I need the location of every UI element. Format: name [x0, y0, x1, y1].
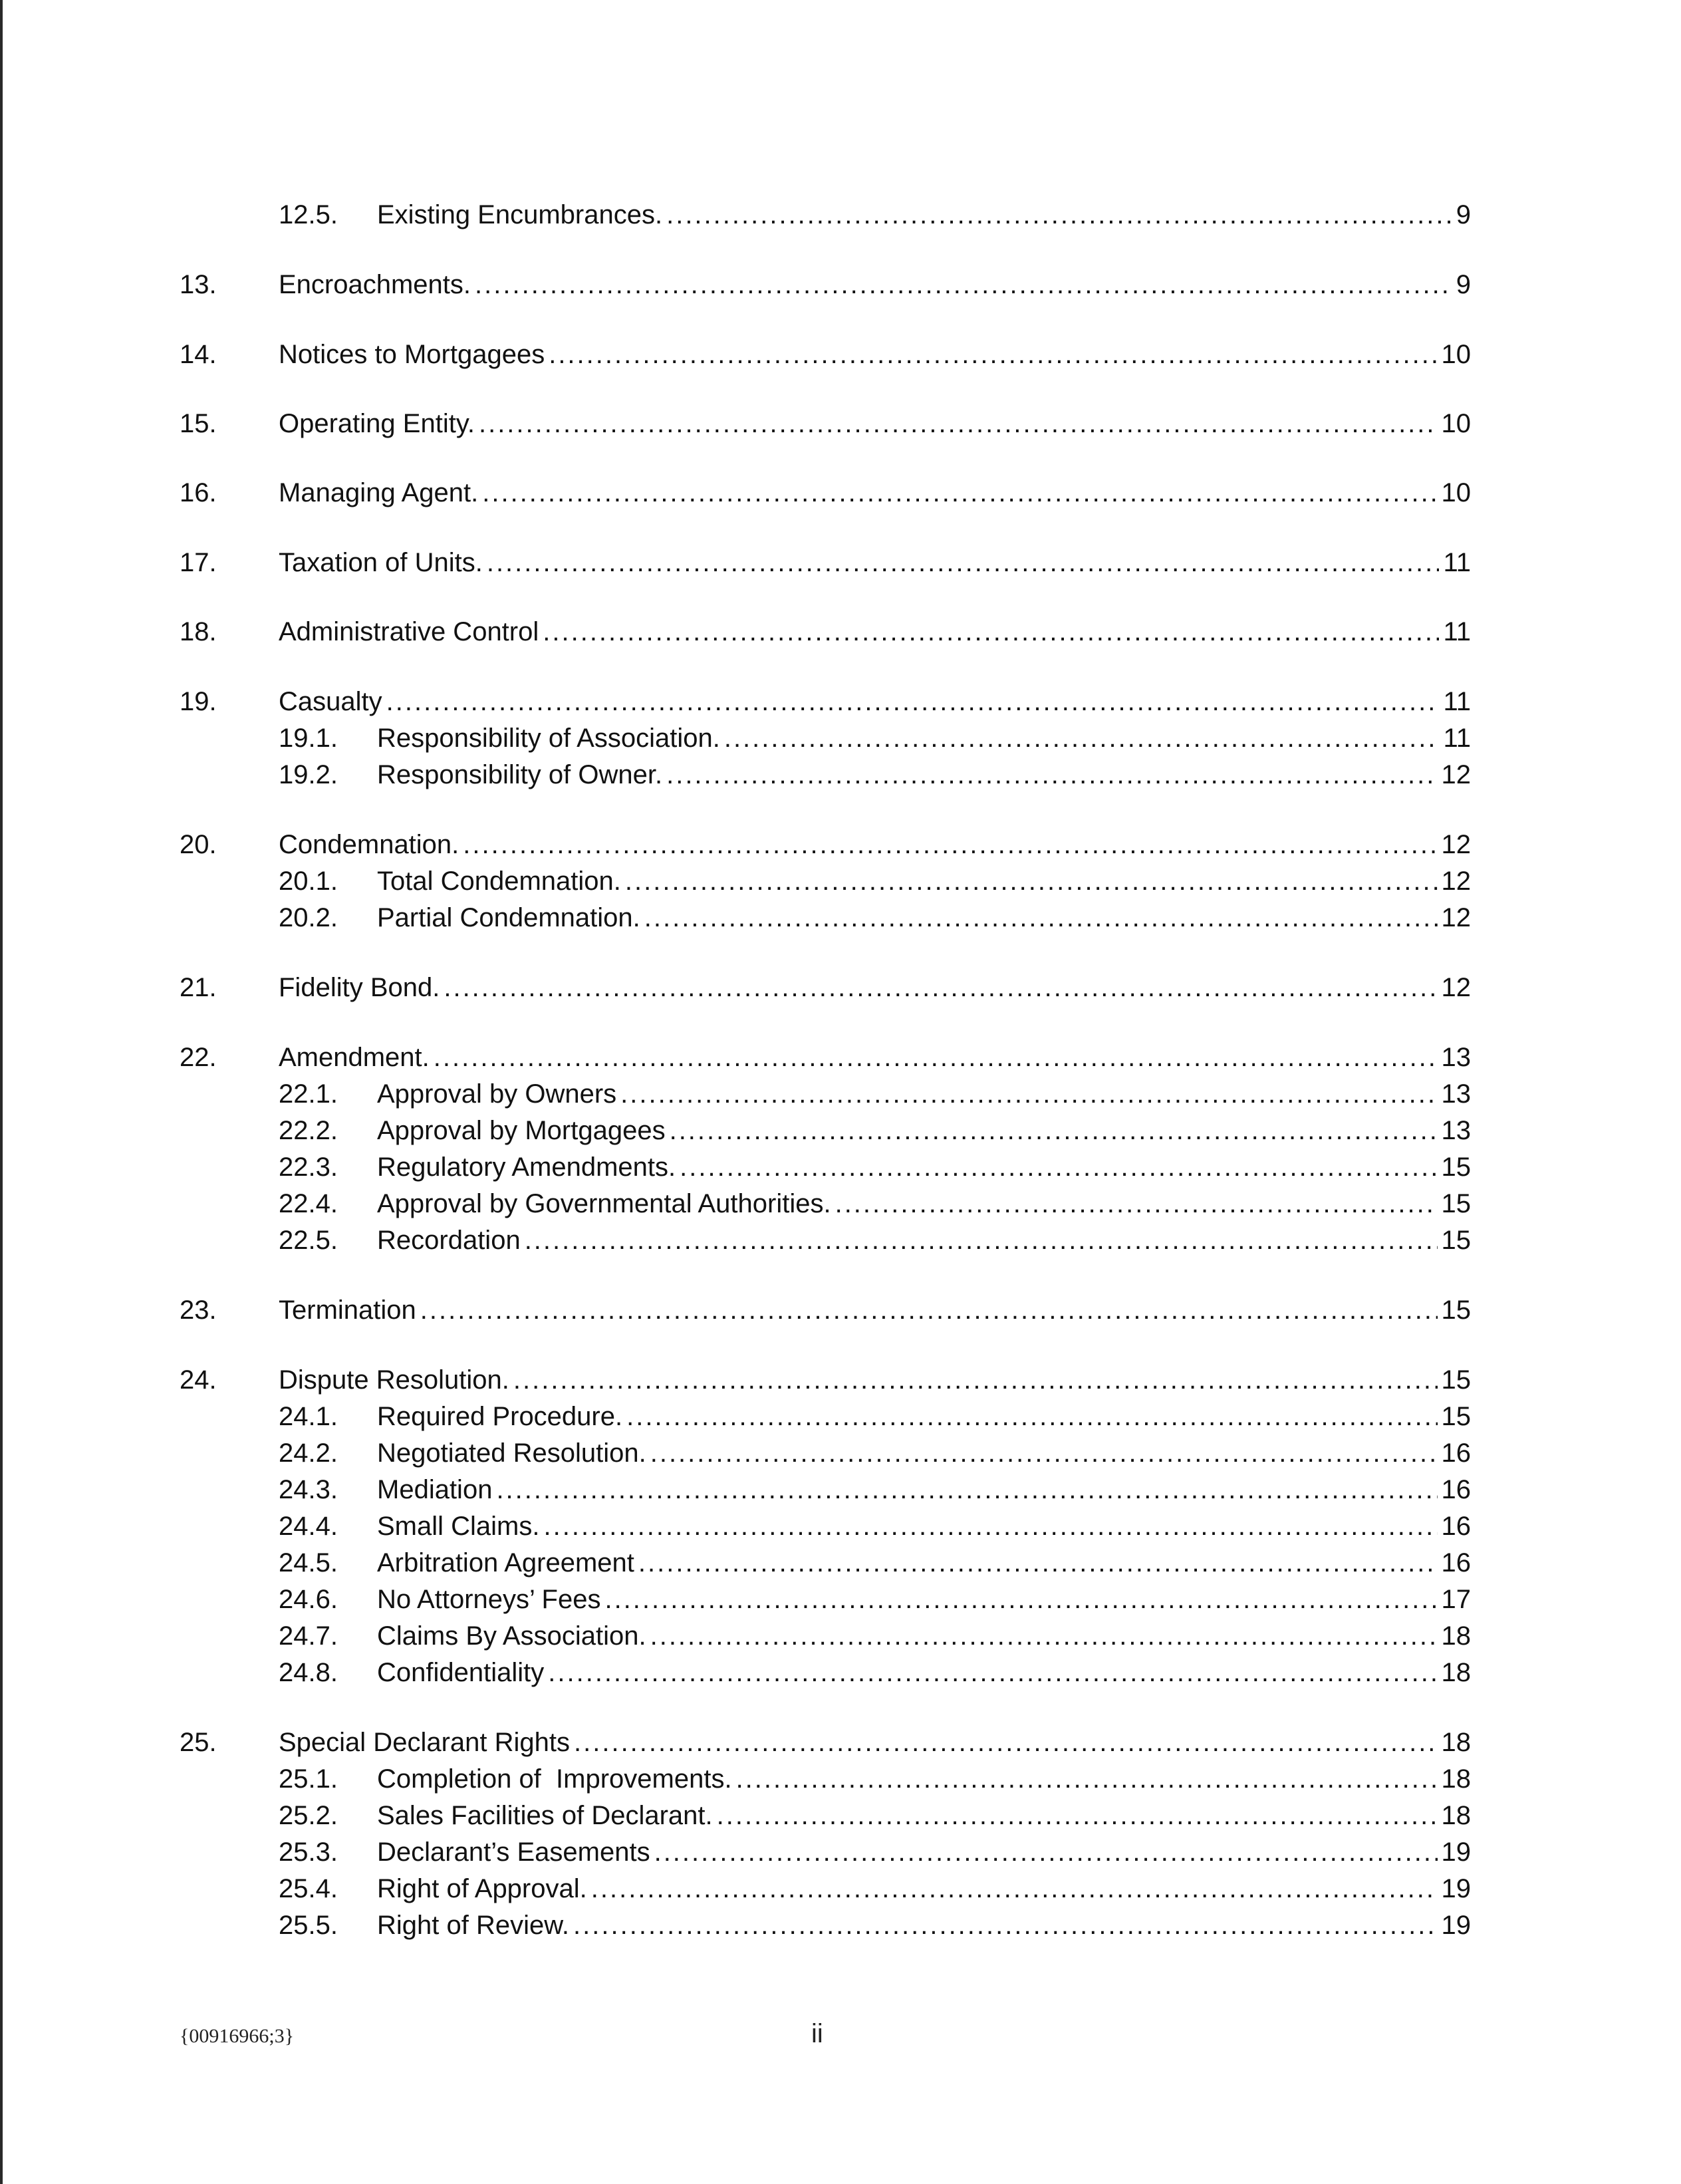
toc-entry-24-4: [0, 1508, 1681, 1545]
toc-entry-number: 22.1.: [279, 1079, 338, 1109]
toc-entry-page: 9: [1456, 270, 1471, 299]
toc-entry-16: [0, 474, 1681, 511]
toc-entry-title: Claims By Association.: [377, 1621, 646, 1651]
toc-entry-24-1: [0, 1398, 1681, 1435]
toc-entry-title: Responsibility of Association.: [377, 724, 720, 753]
toc-entry-page: 19: [1441, 1874, 1471, 1903]
toc-entry-page: 16: [1441, 1548, 1471, 1577]
toc-entry-title: Declarant’s Easements: [377, 1838, 650, 1867]
toc-entry-number: 19.1.: [279, 724, 338, 753]
toc-entry-number: 22.: [180, 1043, 217, 1072]
toc-entry-24-2: [0, 1434, 1681, 1472]
toc-entry-22-4: [0, 1185, 1681, 1222]
toc-leader-dots: [666, 756, 1437, 793]
toc-leader-dots: [463, 826, 1437, 863]
toc-entry-title: Special Declarant Rights: [279, 1728, 570, 1757]
toc-entry-page: 18: [1441, 1658, 1471, 1687]
toc-entry-number: 16.: [180, 478, 217, 507]
toc-entry-title: Mediation: [377, 1475, 493, 1504]
toc-entry-page: 15: [1441, 1153, 1471, 1182]
toc-entry-page: 15: [1441, 1296, 1471, 1325]
toc-entry-number: 25.4.: [279, 1874, 338, 1903]
toc-entry-number: 22.4.: [279, 1189, 338, 1218]
toc-entry-number: 13.: [180, 270, 217, 299]
toc-entry-title: No Attorneys’ Fees: [377, 1585, 601, 1614]
toc-leader-dots: [386, 683, 1440, 720]
toc-entry-title: Termination: [279, 1296, 416, 1325]
toc-entry-page: 11: [1443, 548, 1471, 577]
toc-entry-page: 10: [1441, 340, 1471, 369]
toc-entry-title: Sales Facilities of Declarant.: [377, 1801, 713, 1830]
toc-entry-20-2: [0, 899, 1681, 936]
toc-leader-dots: [487, 544, 1440, 581]
toc-entry-page: 19: [1441, 1911, 1471, 1940]
toc-leader-dots: [724, 720, 1440, 757]
toc-leader-dots: [650, 1434, 1438, 1472]
toc-entry-25-3: [0, 1834, 1681, 1871]
toc-entry-number: 20.2.: [279, 903, 338, 932]
toc-entry-title: Arbitration Agreement: [377, 1548, 634, 1577]
toc-entry-title: Approval by Governmental Authorities.: [377, 1189, 831, 1218]
toc-leader-dots: [420, 1292, 1438, 1329]
toc-leader-dots: [626, 1398, 1437, 1435]
toc-leader-dots: [573, 1907, 1437, 1944]
toc-entry-24-5: [0, 1544, 1681, 1581]
toc-entry-18: [0, 613, 1681, 650]
toc-leader-dots: [548, 1654, 1437, 1691]
toc-leader-dots: [654, 1834, 1438, 1871]
toc-entry-25-1: [0, 1760, 1681, 1798]
toc-entry-number: 24.8.: [279, 1658, 338, 1687]
toc-entry-number: 24.1.: [279, 1402, 338, 1431]
toc-entry-page: 12: [1441, 973, 1471, 1002]
toc-entry-page: 15: [1441, 1402, 1471, 1431]
toc-entry-number: 23.: [180, 1296, 217, 1325]
toc-entry-page: 12: [1441, 830, 1471, 859]
toc-entry-title: Dispute Resolution.: [279, 1365, 509, 1395]
toc-entry-page: 13: [1441, 1043, 1471, 1072]
toc-leader-dots: [543, 613, 1439, 650]
toc-entry-25-5: [0, 1907, 1681, 1944]
toc-entry-title: Responsibility of Owner.: [377, 760, 663, 789]
toc-entry-number: 24.7.: [279, 1621, 338, 1651]
toc-entry-22-3: [0, 1149, 1681, 1186]
toc-entry-page: 17: [1441, 1585, 1471, 1614]
toc-entry-number: 22.2.: [279, 1116, 338, 1145]
toc-leader-dots: [670, 1112, 1438, 1149]
toc-entry-24-6: [0, 1581, 1681, 1618]
toc-entry-23: [0, 1292, 1681, 1329]
toc-entry-number: 15.: [180, 409, 217, 438]
toc-entry-page: 10: [1441, 478, 1471, 507]
toc-entry-title: Encroachments.: [279, 270, 471, 299]
toc-entry-page: 11: [1443, 724, 1471, 753]
toc-entry-number: 21.: [180, 973, 217, 1002]
toc-entry-page: 19: [1441, 1838, 1471, 1867]
toc-leader-dots: [620, 1075, 1437, 1113]
toc-entry-24-7: [0, 1617, 1681, 1655]
toc-entry-15: [0, 405, 1681, 442]
toc-leader-dots: [434, 1039, 1438, 1076]
toc-leader-dots: [835, 1185, 1438, 1222]
toc-entry-17: [0, 544, 1681, 581]
toc-entry-22-2: [0, 1112, 1681, 1149]
document-id: {00916966;3}: [180, 2025, 295, 2047]
toc-entry-number: 19.: [180, 687, 217, 716]
toc-entry-number: 25.3.: [279, 1838, 338, 1867]
toc-leader-dots: [479, 405, 1438, 442]
toc-entry-19-1: [0, 720, 1681, 757]
toc-entry-title: Amendment.: [279, 1043, 430, 1072]
toc-entry-number: 24.6.: [279, 1585, 338, 1614]
toc-entry-page: 18: [1441, 1801, 1471, 1830]
toc-entry-page: 15: [1441, 1365, 1471, 1395]
toc-entry-page: 12: [1441, 903, 1471, 932]
toc-entry-number: 25.: [180, 1728, 217, 1757]
toc-entry-number: 18.: [180, 617, 217, 646]
toc-entry-title: Casualty: [279, 687, 382, 716]
toc-entry-page: 18: [1441, 1764, 1471, 1794]
toc-entry-page: 16: [1441, 1475, 1471, 1504]
toc-entry-number: 19.2.: [279, 760, 338, 789]
toc-leader-dots: [650, 1617, 1438, 1655]
toc-entry-page: 18: [1441, 1621, 1471, 1651]
toc-leader-dots: [543, 1508, 1437, 1545]
toc-leader-dots: [591, 1870, 1438, 1907]
toc-entry-22: [0, 1039, 1681, 1076]
toc-entry-25: [0, 1724, 1681, 1761]
toc-entry-number: 17.: [180, 548, 217, 577]
toc-entry-title: Partial Condemnation.: [377, 903, 640, 932]
toc-entry-page: 16: [1441, 1438, 1471, 1468]
toc-leader-dots: [666, 196, 1452, 233]
toc-entry-title: Small Claims.: [377, 1512, 540, 1541]
toc-entry-title: Right of Review.: [377, 1911, 570, 1940]
toc-entry-number: 25.1.: [279, 1764, 338, 1794]
toc-leader-dots: [638, 1544, 1438, 1581]
toc-leader-dots: [444, 969, 1437, 1006]
toc-entry-title: Approval by Mortgagees: [377, 1116, 666, 1145]
toc-entry-title: Recordation: [377, 1226, 521, 1255]
toc-entry-14: [0, 336, 1681, 373]
toc-leader-dots: [549, 336, 1437, 373]
toc-entry-title: Existing Encumbrances.: [377, 200, 663, 229]
toc-leader-dots: [736, 1760, 1438, 1798]
toc-entry-22-5: [0, 1222, 1681, 1259]
toc-entry-title: Required Procedure.: [377, 1402, 623, 1431]
toc-entry-title: Total Condemnation.: [377, 867, 621, 896]
toc-entry-24-8: [0, 1654, 1681, 1691]
toc-entry-page: 9: [1456, 200, 1471, 229]
toc-entry-number: 24.3.: [279, 1475, 338, 1504]
toc-entry-page: 15: [1441, 1189, 1471, 1218]
toc-entry-title: Negotiated Resolution.: [377, 1438, 646, 1468]
toc-entry-number: 20.: [180, 830, 217, 859]
toc-entry-number: 22.5.: [279, 1226, 338, 1255]
toc-entry-12-5: [0, 196, 1681, 233]
toc-entry-page: 13: [1441, 1116, 1471, 1145]
toc-entry-25-4: [0, 1870, 1681, 1907]
toc-entry-24: [0, 1361, 1681, 1399]
toc-entry-page: 11: [1443, 687, 1471, 716]
toc-entry-19-2: [0, 756, 1681, 793]
toc-leader-dots: [680, 1149, 1437, 1186]
toc-entry-page: 16: [1441, 1512, 1471, 1541]
toc-leader-dots: [625, 863, 1438, 900]
toc-entry-number: 24.2.: [279, 1438, 338, 1468]
toc-entry-title: Confidentiality: [377, 1658, 545, 1687]
toc-entry-title: Completion of Improvements.: [377, 1764, 732, 1794]
page-number: ii: [811, 2019, 823, 2048]
toc-entry-title: Approval by Owners: [377, 1079, 617, 1109]
toc-entry-number: 20.1.: [279, 867, 338, 896]
toc-entry-title: Notices to Mortgagees: [279, 340, 545, 369]
toc-entry-number: 24.5.: [279, 1548, 338, 1577]
toc-entry-number: 14.: [180, 340, 217, 369]
toc-entry-page: 15: [1441, 1226, 1471, 1255]
toc-entry-19: [0, 683, 1681, 720]
toc-entry-page: 11: [1443, 617, 1471, 646]
toc-entry-title: Regulatory Amendments.: [377, 1153, 676, 1182]
toc-entry-number: 25.2.: [279, 1801, 338, 1830]
toc-leader-dots: [482, 474, 1437, 511]
toc-entry-page: 12: [1441, 760, 1471, 789]
toc-entry-number: 25.5.: [279, 1911, 338, 1940]
toc-leader-dots: [717, 1797, 1438, 1834]
toc-leader-dots: [574, 1724, 1438, 1761]
toc-leader-dots: [496, 1471, 1437, 1508]
toc-entry-page: 12: [1441, 867, 1471, 896]
toc-entry-24-3: [0, 1471, 1681, 1508]
toc-entry-number: 24.: [180, 1365, 217, 1395]
toc-entry-22-1: [0, 1075, 1681, 1113]
toc-entry-number: 24.4.: [279, 1512, 338, 1541]
toc-entry-page: 10: [1441, 409, 1471, 438]
toc-entry-number: 22.3.: [279, 1153, 338, 1182]
toc-entry-20: [0, 826, 1681, 863]
toc-entry-title: Fidelity Bond.: [279, 973, 440, 1002]
toc-entry-13: [0, 266, 1681, 303]
toc-entry-25-2: [0, 1797, 1681, 1834]
toc-entry-21: [0, 969, 1681, 1006]
toc-leader-dots: [475, 266, 1452, 303]
toc-entry-title: Condemnation.: [279, 830, 459, 859]
toc-leader-dots: [513, 1361, 1438, 1399]
toc-leader-dots: [604, 1581, 1437, 1618]
toc-entry-title: Taxation of Units.: [279, 548, 483, 577]
toc-entry-title: Managing Agent.: [279, 478, 479, 507]
toc-entry-title: Administrative Control: [279, 617, 539, 646]
toc-entry-page: 18: [1441, 1728, 1471, 1757]
toc-leader-dots: [644, 899, 1438, 936]
toc-entry-title: Operating Entity.: [279, 409, 475, 438]
toc-entry-number: 12.5.: [279, 200, 338, 229]
toc-entry-title: Right of Approval.: [377, 1874, 587, 1903]
toc-entry-page: 13: [1441, 1079, 1471, 1109]
toc-entry-20-1: [0, 863, 1681, 900]
toc-leader-dots: [525, 1222, 1438, 1259]
